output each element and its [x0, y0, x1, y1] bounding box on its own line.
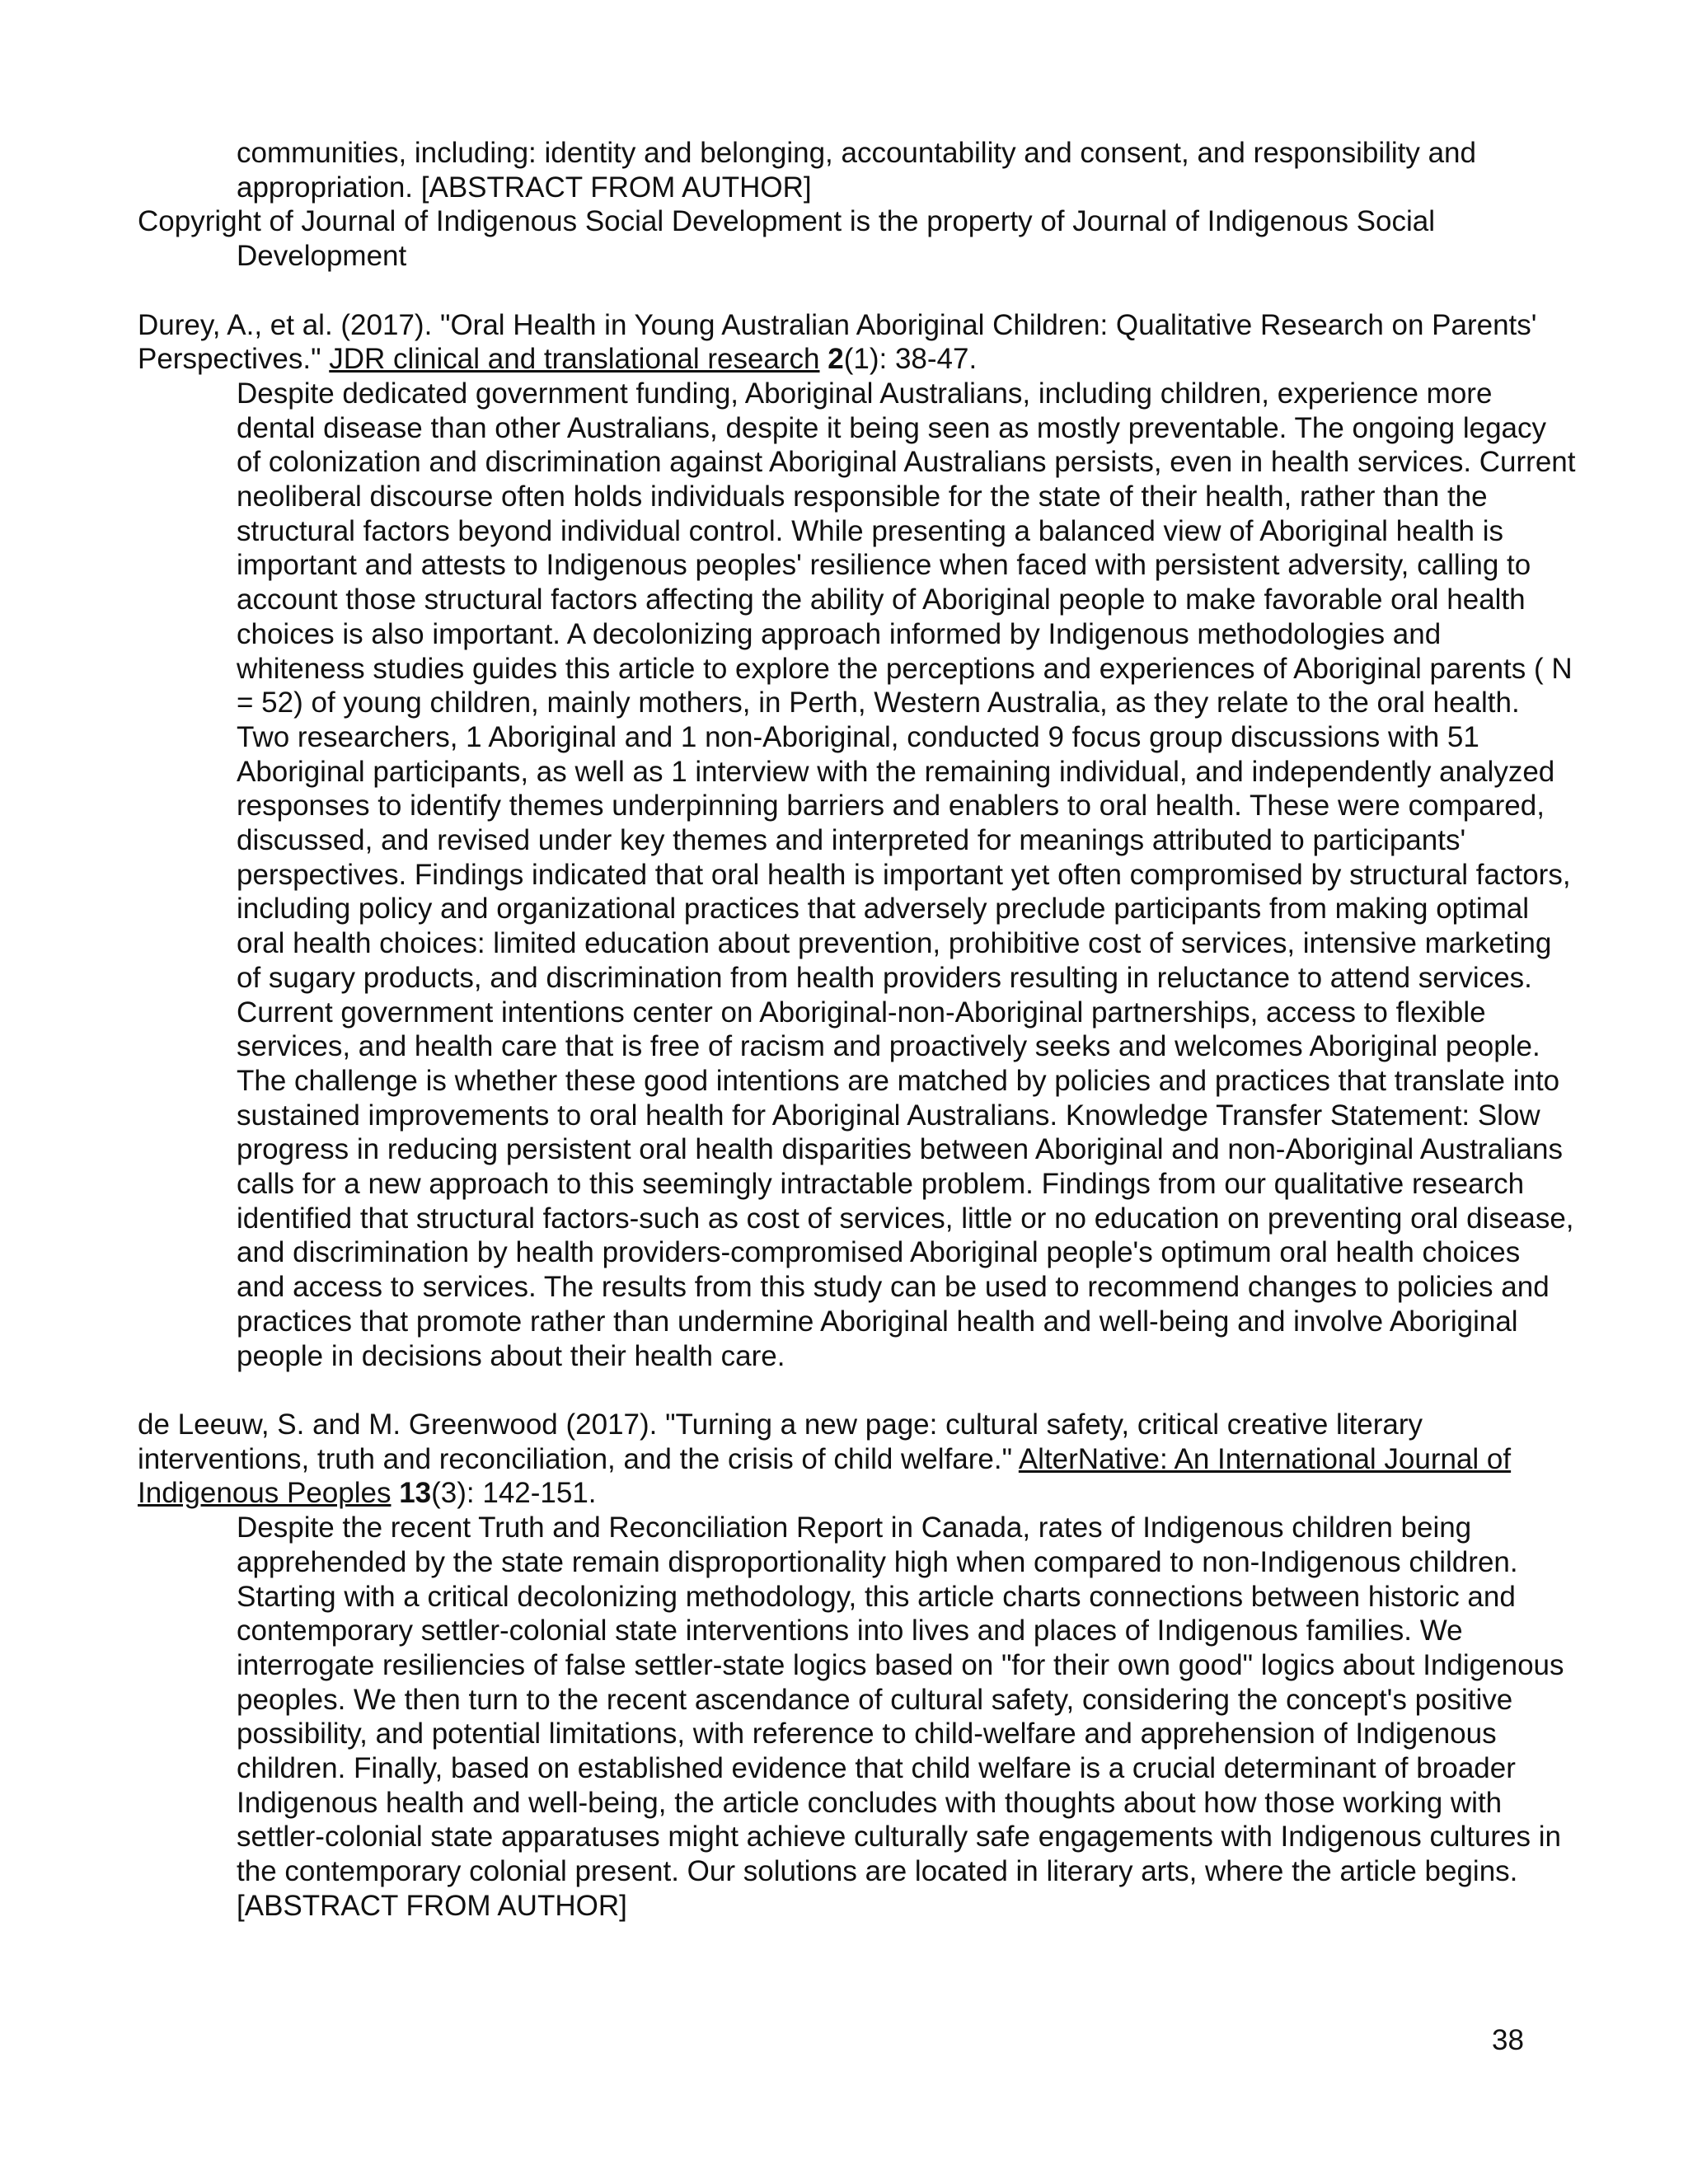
abstract-durey: Despite dedicated government funding, Aboriginal Australians, including children, experience more dental disease than other Australians, despite it being seen as mostly preventable. The ongoing legacy of colonization and discrimination against Aboriginal Australians persists, even in health services. Current neoliberal discourse often holds individuals responsible for the state of their health, rather than the structural factors beyond individual control. While presenting a balanced view of Aboriginal health is important and attests to Indigenous peoples' resilience when faced with persistent adversity, calling to account those structural factors affecting the ability of Aboriginal people to make favorable oral health choices is also important. A decolonizing approach informed by Indigenous methodologies and whiteness studies guides this article to explore the perceptions and experiences of Aboriginal parents ( N = 52) of young children, mainly mothers, in Perth, Western Australia, as they relate to the oral health. Two researchers, 1 Aboriginal and 1 non-Aboriginal, conducted 9 focus group discussions with 51 Aboriginal participants, as well as 1 interview with the remaining individual, and independently analyzed responses to identify themes underpinning barriers and enablers to oral health. These were compared, discussed, and revised under key themes and interpreted for meanings attributed to participants' perspectives. Findings indicated that oral health is important yet often compromised by structural factors, including policy and organizational practices that adversely preclude participants from making optimal oral health choices: limited education about prevention, prohibitive cost of services, intensive marketing of sugary products, and discrimination from health providers resulting in reluctance to attend services. Current government intentions center on Aboriginal-non-Aboriginal partnerships, access to flexible services, and health care that is free of racism and proactively seeks and welcomes Aboriginal people. The challenge is whether these good intentions are matched by policies and practices that translate into sustained improvements to oral health for Aboriginal Australians. Knowledge Transfer Statement: Slow progress in reducing persistent oral health disparities between Aboriginal and non-Aboriginal Australians calls for a new approach to this seemingly intractable problem. Findings from our qualitative research identified that structural factors-such as cost of services, little or no education on preventing oral disease, and discrimination by health providers-compromised Aboriginal people's optimum oral health choices and access to services. The results from this study can be used to recommend changes to policies and practices that promote rather than undermine Aboriginal health and well-being and involve Aboriginal people in decisions about their health care. — [237, 377, 1576, 1372]
issue-pages: (1): 38-47. — [843, 343, 978, 376]
citation-text: Durey, A., et al. (2017). "Oral Health in Young Australian Aboriginal Children: Qualitative Research on Parents' Perspectives." — [138, 308, 1537, 376]
journal-title: AlterNative: An International Journal of Indigenous Peoples — [138, 1442, 1512, 1510]
volume-number: 13 — [399, 1477, 432, 1510]
spacer — [138, 274, 1576, 308]
volume-number: 2 — [828, 343, 844, 376]
spacer — [138, 1373, 1576, 1408]
abstract-de-leeuw: Despite the recent Truth and Reconciliation Report in Canada, rates of Indigenous children being apprehended by the state remain disproportionality high when compared to non-Indigenous children. Starting with a critical decolonizing methodology, this article charts connections between historic and contemporary settler-colonial state interventions into lives and places of Indigenous families. We interrogate resiliencies of false settler-state logics based on "for their own good" logics about Indigenous peoples. We then turn to the recent ascendance of cultural safety, considering the concept's positive possibility, and potential limitations, with reference to child-welfare and apprehension of Indigenous children. Finally, based on established evidence that child welfare is a crucial determinant of broader Indigenous health and well-being, the article concludes with thoughts about how those working with settler-colonial state apparatuses might achieve culturally safe engagements with Indigenous cultures in the contemporary colonial present. Our solutions are located in literary arts, where the article begins. [ABSTRACT FROM AUTHOR] — [237, 1511, 1564, 1922]
citation-de-leeuw — [138, 1408, 1576, 1511]
citation-text: de Leeuw, S. and M. Greenwood (2017). "Turning a new page: cultural safety, critical creative literary interventions, truth and reconciliation, and the crisis of child welfare." — [138, 1408, 1423, 1475]
citation-durey — [138, 308, 1576, 377]
previous-abstract-tail: communities, including: identity and belonging, accountability and consent, and responsibility and appropriation. [ABSTRACT FROM AUTHOR] — [237, 137, 1476, 204]
copyright-notice: Copyright of Journal of Indigenous Social Development is the property of Journal of Indigenous Social Development — [138, 205, 1435, 273]
issue-pages: (3): 142-151. — [431, 1477, 597, 1510]
journal-title: JDR clinical and translational research — [329, 343, 820, 376]
page-number: 38 — [1492, 2024, 1524, 2056]
document-page — [138, 136, 1576, 1924]
